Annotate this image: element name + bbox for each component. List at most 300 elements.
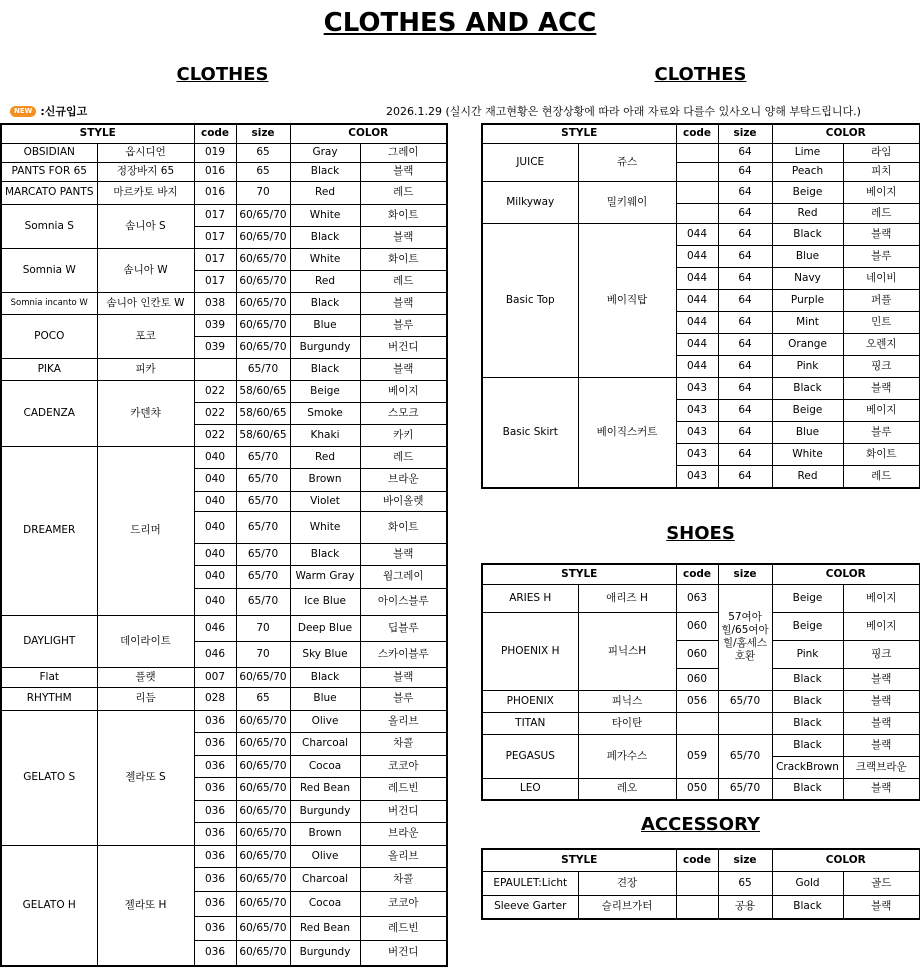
- section-title-accessory: ACCESSORY: [641, 814, 760, 835]
- size-cell: 60/65/70: [236, 845, 290, 867]
- code-cell: 044: [676, 245, 718, 267]
- color-en: Burgundy: [290, 940, 360, 966]
- color-ko: 베이지: [843, 612, 920, 640]
- table-row: [1, 181, 447, 204]
- color-ko: 스모크: [360, 402, 447, 424]
- code-cell: 040: [194, 543, 236, 565]
- code-cell: 043: [676, 465, 718, 488]
- style-ko: 슬리브가터: [578, 895, 676, 919]
- style-en: LEO: [482, 778, 578, 800]
- section-title-clothes-right: CLOTHES: [654, 64, 747, 85]
- style-ko: 포코: [97, 314, 194, 358]
- code-cell: 043: [676, 443, 718, 465]
- color-en: Red: [290, 446, 360, 468]
- header-code: code: [194, 124, 236, 143]
- color-en: Blue: [290, 314, 360, 336]
- color-en: Black: [772, 734, 843, 756]
- color-en: Red: [290, 181, 360, 204]
- table-row: [1, 710, 447, 732]
- color-en: Red: [772, 465, 843, 488]
- code-cell: 036: [194, 710, 236, 732]
- code-cell: 040: [194, 511, 236, 543]
- color-ko: 화이트: [360, 511, 447, 543]
- color-en: White: [772, 443, 843, 465]
- size-cell: 65: [718, 871, 772, 895]
- color-ko: 버건디: [360, 336, 447, 358]
- style-ko: 쥬스: [578, 143, 676, 181]
- style-ko: 베이직스커트: [578, 377, 676, 488]
- color-en: Purple: [772, 289, 843, 311]
- shoes-table: [481, 563, 920, 801]
- color-ko: 블루: [360, 687, 447, 710]
- size-cell: 65/70: [236, 588, 290, 615]
- style-ko: 피카: [97, 358, 194, 380]
- size-cell: 64: [718, 289, 772, 311]
- color-ko: 레드: [843, 465, 920, 488]
- color-ko: 블랙: [360, 292, 447, 314]
- size-cell: 60/65/70: [236, 800, 290, 822]
- color-en: Black: [772, 690, 843, 712]
- color-ko: 피치: [843, 162, 920, 181]
- code-cell: 060: [676, 668, 718, 690]
- color-ko: 블랙: [843, 734, 920, 756]
- code-cell: 044: [676, 289, 718, 311]
- code-cell: 036: [194, 916, 236, 940]
- size-cell: 64: [718, 377, 772, 399]
- color-en: Black: [772, 223, 843, 245]
- color-ko: 핑크: [843, 640, 920, 668]
- style-ko: 애리즈 H: [578, 584, 676, 612]
- color-ko: 블랙: [843, 223, 920, 245]
- size-cell: 58/60/65: [236, 424, 290, 446]
- section-title-shoes: SHOES: [666, 523, 735, 544]
- color-ko: 코코아: [360, 891, 447, 916]
- table-row: [1, 380, 447, 402]
- color-en: Navy: [772, 267, 843, 289]
- color-en: Olive: [290, 845, 360, 867]
- color-en: Charcoal: [290, 867, 360, 891]
- style-ko: 플랫: [97, 667, 194, 687]
- color-en: Peach: [772, 162, 843, 181]
- color-ko: 블랙: [843, 668, 920, 690]
- header-size: size: [236, 124, 290, 143]
- color-ko: 핑크: [843, 355, 920, 377]
- color-en: Lime: [772, 143, 843, 162]
- color-ko: 블랙: [843, 895, 920, 919]
- style-en: POCO: [1, 314, 97, 358]
- code-cell: 016: [194, 181, 236, 204]
- color-en: Black: [290, 226, 360, 248]
- style-en: RHYTHM: [1, 687, 97, 710]
- code-cell: 040: [194, 446, 236, 468]
- color-ko: 버건디: [360, 800, 447, 822]
- style-ko: 피닉스H: [578, 612, 676, 690]
- table-row: [1, 687, 447, 710]
- color-ko: 스카이블루: [360, 641, 447, 667]
- code-cell: 038: [194, 292, 236, 314]
- code-cell: [676, 181, 718, 203]
- color-ko: 블랙: [843, 778, 920, 800]
- style-ko: 솜니아 W: [97, 248, 194, 292]
- code-cell: 050: [676, 778, 718, 800]
- code-cell: 043: [676, 399, 718, 421]
- color-en: Mint: [772, 311, 843, 333]
- style-en: GELATO H: [1, 845, 97, 966]
- code-cell: 019: [194, 143, 236, 162]
- header-style: STYLE: [482, 849, 676, 871]
- color-en: Orange: [772, 333, 843, 355]
- clothes-table-right: [481, 123, 920, 489]
- color-ko: 골드: [843, 871, 920, 895]
- code-cell: 039: [194, 314, 236, 336]
- color-en: Blue: [772, 421, 843, 443]
- code-cell: 040: [194, 565, 236, 588]
- table-row: [1, 292, 447, 314]
- color-ko: 블랙: [360, 226, 447, 248]
- style-en: DREAMER: [1, 446, 97, 615]
- style-en: CADENZA: [1, 380, 97, 446]
- color-ko: 브라운: [360, 468, 447, 491]
- code-cell: 046: [194, 615, 236, 641]
- code-cell: [676, 712, 718, 734]
- header-style: STYLE: [482, 564, 676, 584]
- color-en: Red Bean: [290, 777, 360, 800]
- code-cell: [676, 203, 718, 223]
- size-cell: 65/70: [236, 468, 290, 491]
- code-cell: 017: [194, 226, 236, 248]
- style-en: MARCATO PANTS: [1, 181, 97, 204]
- color-ko: 블루: [843, 245, 920, 267]
- code-cell: 063: [676, 584, 718, 612]
- new-badge-icon: NEW: [10, 106, 36, 117]
- color-en: Black: [772, 778, 843, 800]
- size-cell: 70: [236, 641, 290, 667]
- date-note: 2026.1.29 (실시간 재고현황은 현장상황에 따라 아래 자료와 다를수 있사오니 양해 부탁드립니다.): [386, 105, 861, 118]
- color-ko: 웜그레이: [360, 565, 447, 588]
- color-ko: 베이지: [360, 380, 447, 402]
- size-cell-merged: 57여아힐/65여아힐/홈세스호환: [718, 584, 772, 690]
- size-cell: 65: [236, 687, 290, 710]
- header-size: size: [718, 124, 772, 143]
- color-ko: 크랙브라운: [843, 756, 920, 778]
- size-cell: 64: [718, 223, 772, 245]
- color-en: Beige: [772, 612, 843, 640]
- color-en: Deep Blue: [290, 615, 360, 641]
- size-cell: 60/65/70: [236, 916, 290, 940]
- color-ko: 퍼플: [843, 289, 920, 311]
- table-row: [1, 162, 447, 181]
- size-cell: 60/65/70: [236, 867, 290, 891]
- color-en: Cocoa: [290, 755, 360, 777]
- color-en: Beige: [772, 584, 843, 612]
- style-ko: 페가수스: [578, 734, 676, 778]
- table-row: [1, 446, 447, 468]
- accessory-table: [481, 848, 920, 920]
- size-cell: 70: [236, 615, 290, 641]
- size-cell: 65/70: [236, 511, 290, 543]
- code-cell: 039: [194, 336, 236, 358]
- size-cell: 64: [718, 181, 772, 203]
- code-cell: 056: [676, 690, 718, 712]
- code-cell: 022: [194, 424, 236, 446]
- style-ko: 젤라또 S: [97, 710, 194, 845]
- size-cell: 60/65/70: [236, 755, 290, 777]
- code-cell: 060: [676, 612, 718, 640]
- style-en: EPAULET:Licht: [482, 871, 578, 895]
- code-cell: [676, 871, 718, 895]
- color-ko: 레드: [360, 446, 447, 468]
- color-ko: 블루: [843, 421, 920, 443]
- color-ko: 바이올렛: [360, 491, 447, 511]
- size-cell: 64: [718, 245, 772, 267]
- header-size: size: [718, 849, 772, 871]
- size-cell: 64: [718, 333, 772, 355]
- style-en: Basic Skirt: [482, 377, 578, 488]
- size-cell: 60/65/70: [236, 270, 290, 292]
- color-en: CrackBrown: [772, 756, 843, 778]
- color-en: Blue: [290, 687, 360, 710]
- size-cell: 65/70: [718, 734, 772, 778]
- size-cell: 64: [718, 203, 772, 223]
- color-en: Black: [772, 895, 843, 919]
- color-en: Khaki: [290, 424, 360, 446]
- style-en: OBSIDIAN: [1, 143, 97, 162]
- color-ko: 블랙: [843, 690, 920, 712]
- new-arrival-notice: [10, 103, 87, 119]
- color-ko: 블랙: [360, 162, 447, 181]
- size-cell: 60/65/70: [236, 710, 290, 732]
- color-en: Brown: [290, 822, 360, 845]
- code-cell: [676, 143, 718, 162]
- color-en: Beige: [290, 380, 360, 402]
- color-en: Cocoa: [290, 891, 360, 916]
- style-ko: 정장바지 65: [97, 162, 194, 181]
- style-ko: 드리머: [97, 446, 194, 615]
- size-cell: 60/65/70: [236, 204, 290, 226]
- code-cell: 036: [194, 800, 236, 822]
- size-cell: 64: [718, 267, 772, 289]
- color-ko: 레드: [843, 203, 920, 223]
- code-cell: 036: [194, 777, 236, 800]
- size-cell: 60/65/70: [236, 822, 290, 845]
- color-en: Burgundy: [290, 800, 360, 822]
- table-row: [1, 845, 447, 867]
- color-en: Black: [772, 712, 843, 734]
- code-cell: 043: [676, 421, 718, 443]
- color-en: Black: [290, 292, 360, 314]
- size-cell: 60/65/70: [236, 732, 290, 755]
- code-cell: 040: [194, 491, 236, 511]
- size-cell: 64: [718, 355, 772, 377]
- style-en: Somnia incanto W: [1, 292, 97, 314]
- table-row: [1, 204, 447, 226]
- size-cell: 65: [236, 143, 290, 162]
- size-cell: [718, 712, 772, 734]
- code-cell: 036: [194, 732, 236, 755]
- color-ko: 카키: [360, 424, 447, 446]
- color-ko: 네이비: [843, 267, 920, 289]
- table-row: [482, 223, 920, 245]
- table-row: [1, 667, 447, 687]
- code-cell: 044: [676, 311, 718, 333]
- size-cell: 60/65/70: [236, 292, 290, 314]
- color-en: Olive: [290, 710, 360, 732]
- page-title: CLOTHES AND ACC: [323, 8, 597, 38]
- style-ko: 솜니아 인칸토 W: [97, 292, 194, 314]
- header-style: STYLE: [482, 124, 676, 143]
- table-row: [1, 248, 447, 270]
- size-cell: 64: [718, 162, 772, 181]
- color-ko: 민트: [843, 311, 920, 333]
- style-ko: 피닉스: [578, 690, 676, 712]
- color-en: Black: [772, 377, 843, 399]
- size-cell: 60/65/70: [236, 667, 290, 687]
- style-ko: 타이탄: [578, 712, 676, 734]
- code-cell: 040: [194, 588, 236, 615]
- color-en: Brown: [290, 468, 360, 491]
- code-cell: 046: [194, 641, 236, 667]
- code-cell: 017: [194, 204, 236, 226]
- size-cell: 64: [718, 143, 772, 162]
- color-en: Gold: [772, 871, 843, 895]
- color-ko: 버건디: [360, 940, 447, 966]
- size-cell: 60/65/70: [236, 891, 290, 916]
- style-en: GELATO S: [1, 710, 97, 845]
- size-cell: 65/70: [236, 565, 290, 588]
- size-cell: 64: [718, 311, 772, 333]
- color-ko: 베이지: [843, 399, 920, 421]
- table-row: [1, 615, 447, 641]
- size-cell: 공용: [718, 895, 772, 919]
- style-en: Basic Top: [482, 223, 578, 377]
- size-cell: 65/70: [236, 446, 290, 468]
- size-cell: 60/65/70: [236, 248, 290, 270]
- color-en: Beige: [772, 181, 843, 203]
- new-arrival-label: :신규입고: [40, 105, 88, 118]
- code-cell: 059: [676, 734, 718, 778]
- color-ko: 라임: [843, 143, 920, 162]
- style-ko: 젤라또 H: [97, 845, 194, 966]
- size-cell: 64: [718, 421, 772, 443]
- size-cell: 60/65/70: [236, 226, 290, 248]
- style-ko: 밀키웨이: [578, 181, 676, 223]
- color-en: White: [290, 511, 360, 543]
- code-cell: 044: [676, 333, 718, 355]
- section-title-clothes-left: CLOTHES: [176, 64, 269, 85]
- size-cell: 65/70: [236, 543, 290, 565]
- header-color: COLOR: [772, 564, 920, 584]
- size-cell: 65/70: [236, 491, 290, 511]
- code-cell: 044: [676, 267, 718, 289]
- code-cell: 044: [676, 355, 718, 377]
- code-cell: 036: [194, 822, 236, 845]
- color-en: Gray: [290, 143, 360, 162]
- style-en: Somnia W: [1, 248, 97, 292]
- size-cell: 65/70: [718, 690, 772, 712]
- code-cell: [676, 162, 718, 181]
- header-color: COLOR: [772, 849, 920, 871]
- color-ko: 블랙: [360, 543, 447, 565]
- color-ko: 블루: [360, 314, 447, 336]
- code-cell: 060: [676, 640, 718, 668]
- color-en: Burgundy: [290, 336, 360, 358]
- style-en: ARIES H: [482, 584, 578, 612]
- header-code: code: [676, 849, 718, 871]
- color-ko: 레드빈: [360, 777, 447, 800]
- code-cell: 022: [194, 402, 236, 424]
- code-cell: 043: [676, 377, 718, 399]
- color-en: Pink: [772, 640, 843, 668]
- color-en: White: [290, 204, 360, 226]
- table-row: [482, 181, 920, 203]
- style-en: Milkyway: [482, 181, 578, 223]
- header-style: STYLE: [1, 124, 194, 143]
- color-en: Blue: [772, 245, 843, 267]
- color-ko: 아이스블루: [360, 588, 447, 615]
- code-cell: 036: [194, 891, 236, 916]
- clothes-table-left: [0, 123, 448, 967]
- color-ko: 화이트: [843, 443, 920, 465]
- code-cell: 017: [194, 248, 236, 270]
- color-ko: 블랙: [360, 358, 447, 380]
- code-cell: [194, 358, 236, 380]
- color-ko: 오렌지: [843, 333, 920, 355]
- size-cell: 60/65/70: [236, 940, 290, 966]
- header-code: code: [676, 564, 718, 584]
- color-en: Warm Gray: [290, 565, 360, 588]
- color-ko: 차콜: [360, 732, 447, 755]
- code-cell: 036: [194, 867, 236, 891]
- style-ko: 리듬: [97, 687, 194, 710]
- header-color: COLOR: [772, 124, 920, 143]
- color-ko: 코코아: [360, 755, 447, 777]
- table-row: [1, 143, 447, 162]
- table-row: [482, 377, 920, 399]
- size-cell: 65: [236, 162, 290, 181]
- style-en: JUICE: [482, 143, 578, 181]
- color-en: Beige: [772, 399, 843, 421]
- code-cell: 044: [676, 223, 718, 245]
- color-en: Black: [290, 667, 360, 687]
- header-code: code: [676, 124, 718, 143]
- color-en: Red: [290, 270, 360, 292]
- style-ko: 견장: [578, 871, 676, 895]
- code-cell: 022: [194, 380, 236, 402]
- color-en: Violet: [290, 491, 360, 511]
- style-en: Flat: [1, 667, 97, 687]
- color-ko: 베이지: [843, 584, 920, 612]
- color-ko: 화이트: [360, 204, 447, 226]
- color-ko: 블랙: [843, 712, 920, 734]
- color-ko: 그레이: [360, 143, 447, 162]
- size-cell: 65/70: [236, 358, 290, 380]
- color-ko: 베이지: [843, 181, 920, 203]
- color-ko: 올리브: [360, 845, 447, 867]
- code-cell: 036: [194, 940, 236, 966]
- code-cell: 040: [194, 468, 236, 491]
- table-row: [1, 358, 447, 380]
- code-cell: 028: [194, 687, 236, 710]
- style-en: Somnia S: [1, 204, 97, 248]
- color-ko: 레드: [360, 270, 447, 292]
- color-en: Black: [290, 358, 360, 380]
- style-en: PEGASUS: [482, 734, 578, 778]
- size-cell: 58/60/65: [236, 380, 290, 402]
- style-en: PANTS FOR 65: [1, 162, 97, 181]
- style-ko: 솜니아 S: [97, 204, 194, 248]
- color-en: Black: [290, 543, 360, 565]
- size-cell: 64: [718, 465, 772, 488]
